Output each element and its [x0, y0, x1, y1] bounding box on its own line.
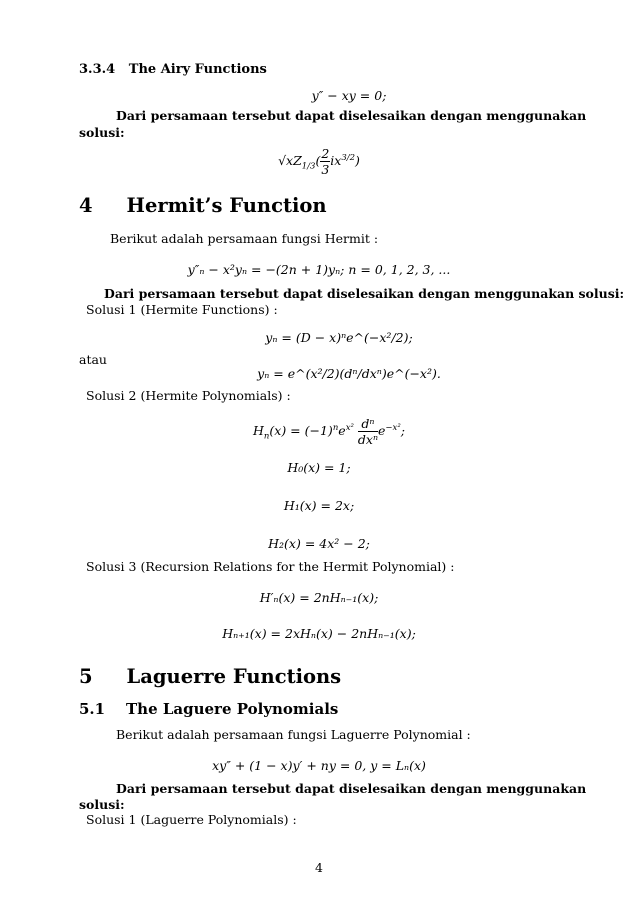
- solusi1-label: Solusi 1 (Hermite Functions) :: [86, 302, 278, 317]
- airy-fraction: [320, 146, 330, 177]
- airy-solution-sup: 3/2: [341, 152, 356, 163]
- solusi2-equation: [0, 416, 638, 447]
- section-number: 4: [79, 194, 93, 217]
- solusi1-equation: yₙ = (D − x)ⁿe^(−x²/2);: [265, 330, 413, 345]
- recursion-equation-2: Hₙ₊₁(x) = 2xHₙ(x) − 2nHₙ₋₁(x);: [222, 626, 416, 641]
- airy-solution-mid: ix: [330, 153, 342, 168]
- section-title: Hermit’s Function: [126, 194, 327, 217]
- recursion-equation-1: H′ₙ(x) = 2nHₙ₋₁(x);: [259, 590, 379, 605]
- laguerre-intro: Berikut adalah persamaan fungsi Laguerre Polynomial :: [116, 727, 471, 742]
- airy-solution-sub: 1/3: [301, 161, 316, 172]
- laguerre-equation: xy″ + (1 − x)y′ + ny = 0, y = Lₙ(x): [212, 758, 426, 773]
- solusi2-fraction: [358, 416, 378, 447]
- section-heading-4: [79, 194, 327, 217]
- subsection-title: The Airy Functions: [128, 62, 267, 77]
- subsection-title: The Laguere Polynomials: [126, 700, 339, 718]
- page-number: 4: [315, 860, 323, 875]
- solusi2-lhs: H: [253, 423, 264, 438]
- solusi2-lhs-sub: n: [263, 431, 270, 442]
- solusi2-label: Solusi 2 (Hermite Polynomials) :: [86, 388, 291, 403]
- h1-equation: H₁(x) = 2x;: [283, 498, 355, 513]
- subsection-heading-5-1: [79, 700, 338, 718]
- airy-equation: y″ − xy = 0;: [311, 88, 387, 103]
- section-heading-5: [79, 665, 341, 688]
- section-number: 5: [79, 665, 93, 688]
- subsection-number: 5.1: [79, 700, 106, 718]
- airy-fraction-denominator: 3: [321, 162, 330, 177]
- solusi2-lhs-rest: (x) = (−1): [269, 423, 333, 438]
- solusi3-label: Solusi 3 (Recursion Relations for the Hermit Polynomial) :: [86, 559, 455, 574]
- airy-sentence-line1: Dari persamaan tersebut dapat diselesaikan dengan menggunakan: [116, 108, 587, 123]
- solusi2-fraction-numerator: dⁿ: [358, 416, 378, 432]
- section-title: Laguerre Functions: [126, 665, 342, 688]
- airy-solution-prefix: √xZ: [278, 153, 302, 168]
- h2-equation: H₂(x) = 4x² − 2;: [268, 536, 370, 551]
- solusi2-e2-sup: −x²: [385, 422, 401, 433]
- airy-solution: [0, 146, 638, 177]
- solusi2-e2: e: [378, 423, 386, 438]
- solusi2-n-sup: n: [332, 422, 339, 433]
- subsection-heading-3-3-4: [79, 62, 267, 77]
- solusi2-e-sup: x²: [345, 422, 354, 433]
- airy-fraction-numerator: 2: [321, 146, 330, 161]
- hermit-equation: y″ₙ − x²yₙ = −(2n + 1)yₙ; n = 0, 1, 2, 3, ...: [187, 262, 451, 277]
- airy-solution-close: ): [355, 153, 360, 168]
- airy-sentence-line2: solusi:: [79, 125, 125, 140]
- airy-solution-open: (: [315, 153, 321, 168]
- laguerre-sentence-line2: solusi:: [79, 797, 125, 812]
- solusi1-equation-2: yₙ = e^(x²/2)(dⁿ/dxⁿ)e^(−x²).: [257, 366, 441, 381]
- solusi2-fraction-denominator: dxⁿ: [357, 432, 379, 447]
- hermit-sentence: Dari persamaan tersebut dapat diselesaikan dengan menggunakan solusi:: [104, 286, 625, 301]
- hermit-intro: Berikut adalah persamaan fungsi Hermit :: [110, 231, 379, 246]
- solusi2-e: e: [338, 423, 346, 438]
- atau-text: atau: [79, 352, 107, 367]
- laguerre-solusi1-label: Solusi 1 (Laguerre Polynomials) :: [86, 812, 297, 827]
- laguerre-sentence-line1: Dari persamaan tersebut dapat diselesaikan dengan menggunakan: [116, 781, 587, 796]
- h0-equation: H₀(x) = 1;: [287, 460, 351, 475]
- solusi2-end: ;: [400, 423, 405, 438]
- subsection-number: 3.3.4: [79, 62, 116, 77]
